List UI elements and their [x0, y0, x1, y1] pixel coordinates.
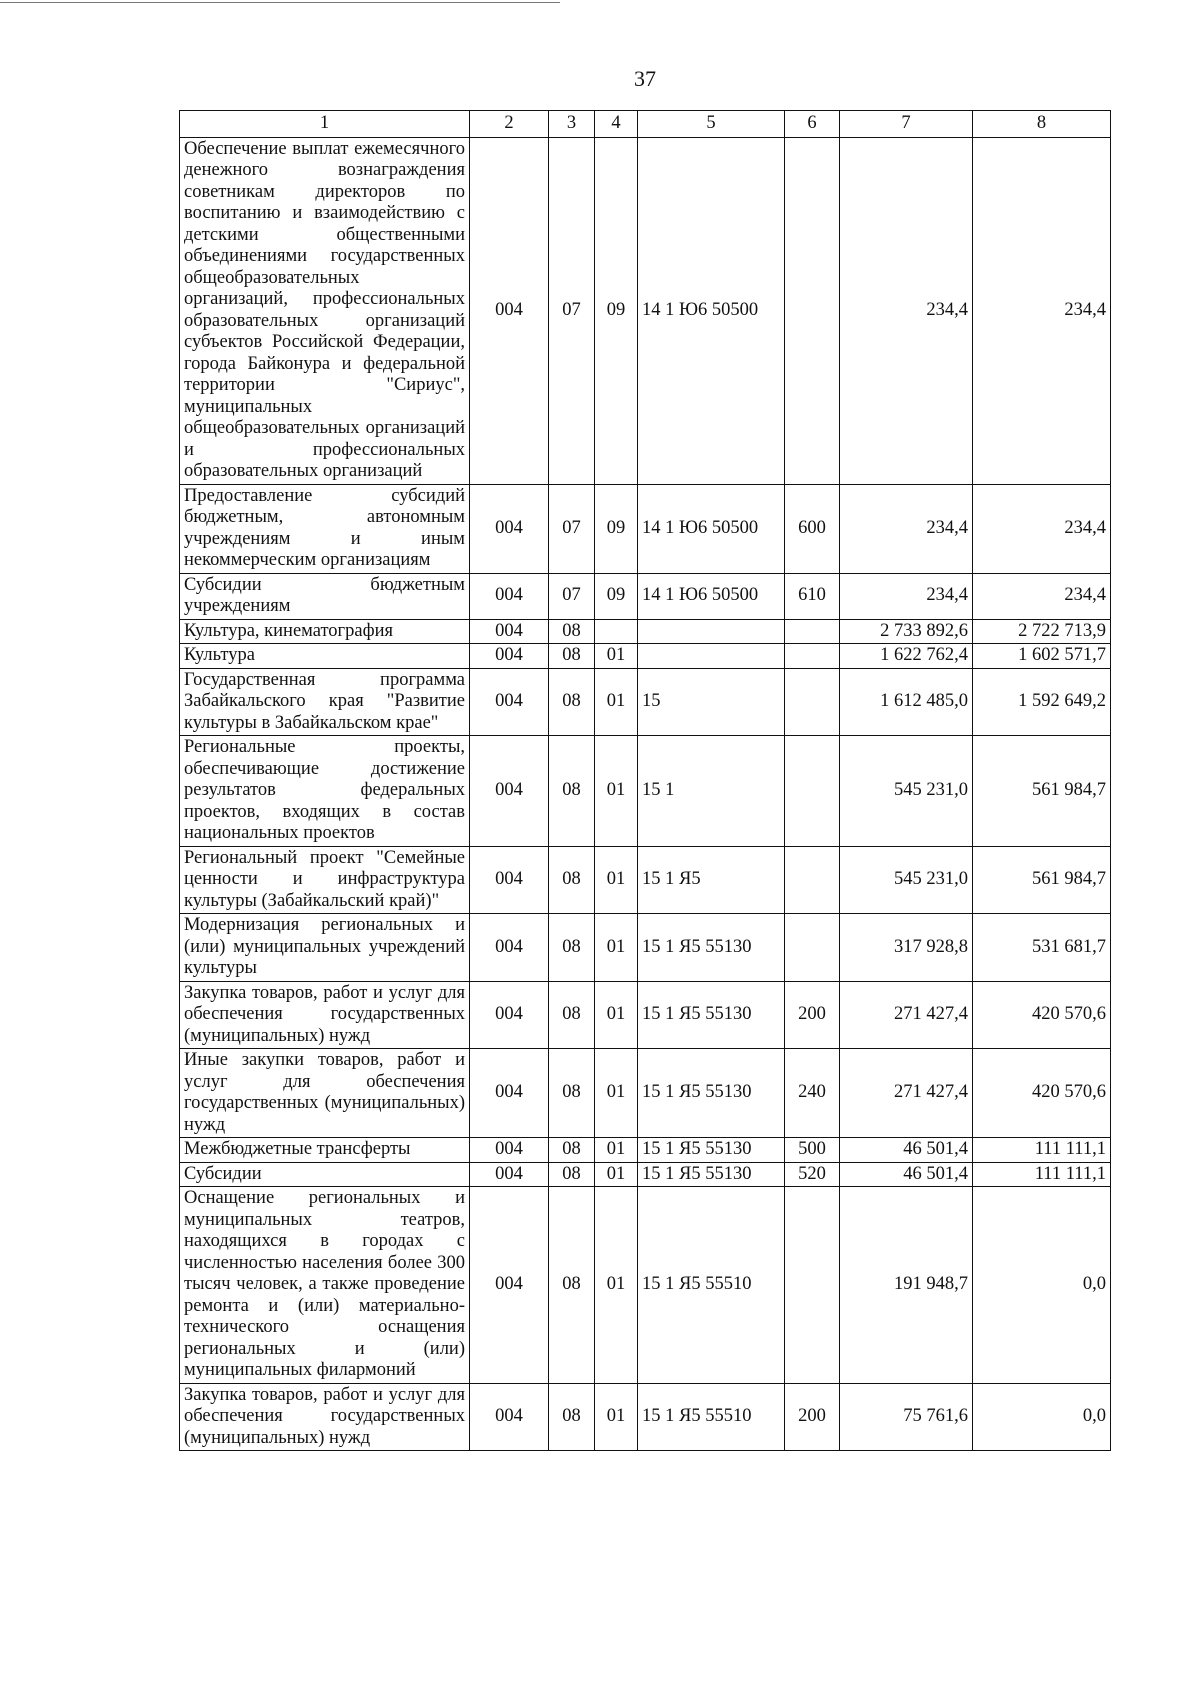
section-code-cell: 07 — [549, 573, 595, 619]
section-code-cell: 08 — [549, 1187, 595, 1384]
expense-type-cell: 500 — [785, 1138, 840, 1163]
row-name-cell: Межбюджетные трансферты — [180, 1138, 470, 1163]
subsection-code-cell: 01 — [595, 1138, 638, 1163]
subsection-code-cell: 01 — [595, 1162, 638, 1187]
table-body — [180, 137, 1111, 1451]
target-article-cell: 15 — [638, 668, 785, 736]
target-article-cell: 15 1 Я5 55130 — [638, 914, 785, 982]
table-row — [180, 736, 1111, 847]
ministry-code-cell: 004 — [470, 484, 549, 573]
row-name-cell: Субсидии бюджетным учреждениям — [180, 573, 470, 619]
amount-year1-cell: 46 501,4 — [840, 1162, 973, 1187]
amount-year1-cell: 271 427,4 — [840, 1049, 973, 1138]
row-name-cell: Культура, кинематография — [180, 619, 470, 644]
subsection-code-cell — [595, 619, 638, 644]
ministry-code-cell: 004 — [470, 1187, 549, 1384]
target-article-cell: 15 1 — [638, 736, 785, 847]
row-name-cell: Оснащение региональных и муниципальных театров, находящихся в городах с численностью населения более 300 тысяч человек, а также проведение ремонта и (или) материально-технического оснащения региональных и (или) муниципальных филармоний — [180, 1187, 470, 1384]
table-row — [180, 981, 1111, 1049]
row-name-cell: Модернизация региональных и (или) муниципальных учреждений культуры — [180, 914, 470, 982]
table-row — [180, 1049, 1111, 1138]
subsection-code-cell: 01 — [595, 981, 638, 1049]
amount-year2-cell: 234,4 — [973, 137, 1111, 484]
amount-year2-cell: 0,0 — [973, 1383, 1111, 1451]
section-code-cell: 07 — [549, 484, 595, 573]
section-code-cell: 08 — [549, 981, 595, 1049]
amount-year1-cell: 2 733 892,6 — [840, 619, 973, 644]
amount-year1-cell: 545 231,0 — [840, 736, 973, 847]
table-row — [180, 914, 1111, 982]
row-name-cell: Закупка товаров, работ и услуг для обеспечения государственных (муниципальных) нужд — [180, 1383, 470, 1451]
section-code-cell: 08 — [549, 1383, 595, 1451]
table-row — [180, 137, 1111, 484]
target-article-cell: 14 1 Ю6 50500 — [638, 573, 785, 619]
table-row — [180, 573, 1111, 619]
subsection-code-cell: 01 — [595, 914, 638, 982]
column-header: 2 — [470, 111, 549, 138]
scan-edge-line — [0, 2, 560, 3]
subsection-code-cell: 01 — [595, 668, 638, 736]
amount-year2-cell: 561 984,7 — [973, 736, 1111, 847]
amount-year1-cell: 234,4 — [840, 137, 973, 484]
subsection-code-cell: 01 — [595, 644, 638, 669]
subsection-code-cell: 01 — [595, 1187, 638, 1384]
section-code-cell: 08 — [549, 914, 595, 982]
expense-type-cell — [785, 846, 840, 914]
amount-year2-cell: 2 722 713,9 — [973, 619, 1111, 644]
column-header: 4 — [595, 111, 638, 138]
row-name-cell: Региональные проекты, обеспечивающие достижение результатов федеральных проектов, входящих в состав национальных проектов — [180, 736, 470, 847]
expense-type-cell — [785, 619, 840, 644]
row-name-cell: Предоставление субсидий бюджетным, автономным учреждениям и иным некоммерческим организациям — [180, 484, 470, 573]
subsection-code-cell: 01 — [595, 1049, 638, 1138]
section-code-cell: 08 — [549, 1162, 595, 1187]
row-name-cell: Государственная программа Забайкальского края "Развитие культуры в Забайкальском крае" — [180, 668, 470, 736]
amount-year2-cell: 234,4 — [973, 484, 1111, 573]
table-row — [180, 1383, 1111, 1451]
budget-table — [179, 110, 1111, 1451]
expense-type-cell: 240 — [785, 1049, 840, 1138]
section-code-cell: 08 — [549, 644, 595, 669]
row-name-cell: Региональный проект "Семейные ценности и инфраструктура культуры (Забайкальский край)" — [180, 846, 470, 914]
column-header: 1 — [180, 111, 470, 138]
expense-type-cell: 600 — [785, 484, 840, 573]
column-header: 6 — [785, 111, 840, 138]
amount-year2-cell: 561 984,7 — [973, 846, 1111, 914]
table-row — [180, 619, 1111, 644]
row-name-cell: Иные закупки товаров, работ и услуг для обеспечения государственных (муниципальных) нужд — [180, 1049, 470, 1138]
ministry-code-cell: 004 — [470, 668, 549, 736]
ministry-code-cell: 004 — [470, 914, 549, 982]
subsection-code-cell: 09 — [595, 573, 638, 619]
table-row — [180, 644, 1111, 669]
section-code-cell: 08 — [549, 1049, 595, 1138]
row-name-cell: Субсидии — [180, 1162, 470, 1187]
column-header: 8 — [973, 111, 1111, 138]
column-number-row — [180, 111, 1111, 138]
ministry-code-cell: 004 — [470, 1383, 549, 1451]
column-header: 3 — [549, 111, 595, 138]
amount-year1-cell: 234,4 — [840, 573, 973, 619]
section-code-cell: 08 — [549, 736, 595, 847]
amount-year1-cell: 545 231,0 — [840, 846, 973, 914]
target-article-cell: 14 1 Ю6 50500 — [638, 484, 785, 573]
amount-year2-cell: 0,0 — [973, 1187, 1111, 1384]
amount-year1-cell: 271 427,4 — [840, 981, 973, 1049]
amount-year2-cell: 531 681,7 — [973, 914, 1111, 982]
amount-year2-cell: 1 602 571,7 — [973, 644, 1111, 669]
target-article-cell — [638, 644, 785, 669]
amount-year1-cell: 191 948,7 — [840, 1187, 973, 1384]
expense-type-cell — [785, 914, 840, 982]
ministry-code-cell: 004 — [470, 981, 549, 1049]
ministry-code-cell: 004 — [470, 619, 549, 644]
row-name-cell: Культура — [180, 644, 470, 669]
section-code-cell: 08 — [549, 619, 595, 644]
ministry-code-cell: 004 — [470, 736, 549, 847]
subsection-code-cell: 01 — [595, 1383, 638, 1451]
expense-type-cell — [785, 736, 840, 847]
expense-type-cell: 520 — [785, 1162, 840, 1187]
target-article-cell: 15 1 Я5 55510 — [638, 1383, 785, 1451]
table-row — [180, 668, 1111, 736]
section-code-cell: 07 — [549, 137, 595, 484]
target-article-cell: 15 1 Я5 55510 — [638, 1187, 785, 1384]
table-row — [180, 846, 1111, 914]
subsection-code-cell: 01 — [595, 846, 638, 914]
amount-year2-cell: 420 570,6 — [973, 981, 1111, 1049]
expense-type-cell — [785, 644, 840, 669]
expense-type-cell — [785, 1187, 840, 1384]
table-row — [180, 1187, 1111, 1384]
expense-type-cell — [785, 668, 840, 736]
amount-year2-cell: 111 111,1 — [973, 1162, 1111, 1187]
table-row — [180, 1162, 1111, 1187]
ministry-code-cell: 004 — [470, 1138, 549, 1163]
expense-type-cell: 200 — [785, 1383, 840, 1451]
page-number: 37 — [634, 66, 656, 91]
amount-year1-cell: 1 622 762,4 — [840, 644, 973, 669]
row-name-cell: Закупка товаров, работ и услуг для обеспечения государственных (муниципальных) нужд — [180, 981, 470, 1049]
amount-year1-cell: 1 612 485,0 — [840, 668, 973, 736]
subsection-code-cell: 01 — [595, 736, 638, 847]
target-article-cell: 15 1 Я5 55130 — [638, 1138, 785, 1163]
column-header: 5 — [638, 111, 785, 138]
subsection-code-cell: 09 — [595, 137, 638, 484]
ministry-code-cell: 004 — [470, 1049, 549, 1138]
amount-year2-cell: 111 111,1 — [973, 1138, 1111, 1163]
target-article-cell: 14 1 Ю6 50500 — [638, 137, 785, 484]
expense-type-cell — [785, 137, 840, 484]
ministry-code-cell: 004 — [470, 846, 549, 914]
amount-year1-cell: 234,4 — [840, 484, 973, 573]
target-article-cell — [638, 619, 785, 644]
ministry-code-cell: 004 — [470, 137, 549, 484]
section-code-cell: 08 — [549, 1138, 595, 1163]
amount-year1-cell: 75 761,6 — [840, 1383, 973, 1451]
amount-year2-cell: 234,4 — [973, 573, 1111, 619]
amount-year1-cell: 317 928,8 — [840, 914, 973, 982]
column-header: 7 — [840, 111, 973, 138]
target-article-cell: 15 1 Я5 55130 — [638, 1162, 785, 1187]
table-row — [180, 484, 1111, 573]
amount-year2-cell: 420 570,6 — [973, 1049, 1111, 1138]
row-name-cell: Обеспечение выплат ежемесячного денежного вознаграждения советникам директоров по воспитанию и взаимодействию с детскими общественными объединениями государственных общеобразовательных организаций, профессиональных образовательных организаций субъектов Российской Федерации, города Байконура и федеральной территории "Сириус", муниципальных общеобразовательных организаций и профессиональных образовательных организаций — [180, 137, 470, 484]
target-article-cell: 15 1 Я5 — [638, 846, 785, 914]
expense-type-cell: 200 — [785, 981, 840, 1049]
target-article-cell: 15 1 Я5 55130 — [638, 981, 785, 1049]
ministry-code-cell: 004 — [470, 573, 549, 619]
amount-year1-cell: 46 501,4 — [840, 1138, 973, 1163]
table-row — [180, 1138, 1111, 1163]
ministry-code-cell: 004 — [470, 644, 549, 669]
amount-year2-cell: 1 592 649,2 — [973, 668, 1111, 736]
section-code-cell: 08 — [549, 668, 595, 736]
ministry-code-cell: 004 — [470, 1162, 549, 1187]
section-code-cell: 08 — [549, 846, 595, 914]
expense-type-cell: 610 — [785, 573, 840, 619]
target-article-cell: 15 1 Я5 55130 — [638, 1049, 785, 1138]
subsection-code-cell: 09 — [595, 484, 638, 573]
